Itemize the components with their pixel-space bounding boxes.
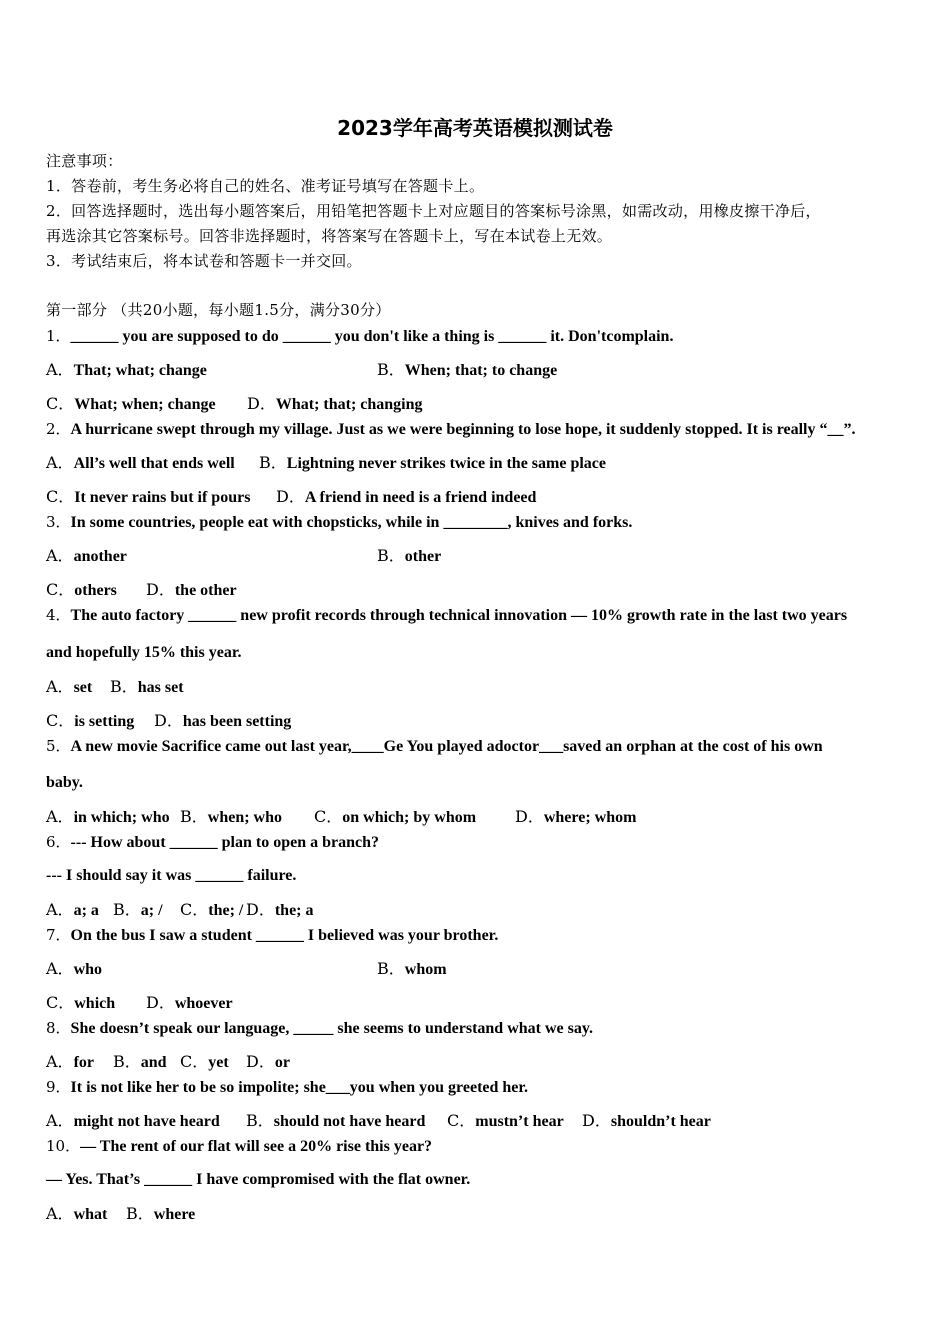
option-text: might not have heard bbox=[73, 1113, 220, 1130]
option-text: what bbox=[73, 1206, 108, 1223]
option-text: When; that; to change bbox=[404, 362, 558, 379]
option-text: should not have heard bbox=[273, 1113, 426, 1130]
option-text: A friend in need is a friend indeed bbox=[304, 489, 537, 506]
question-number: 1． bbox=[46, 327, 71, 345]
option-letter: A． bbox=[46, 360, 74, 379]
question-text: ______ you are supposed to do ______ you don't like a thing is ______ it. Don'tcomplain. bbox=[70, 328, 674, 345]
option-c[interactable] bbox=[46, 580, 117, 601]
notice-item: 3．考试结束后，将本试卷和答题卡一并交回。 bbox=[46, 252, 362, 270]
option-text: where; whom bbox=[543, 809, 637, 826]
option-b[interactable] bbox=[180, 807, 282, 828]
option-text: yet bbox=[208, 1054, 229, 1071]
option-text: for bbox=[73, 1054, 94, 1071]
question-text: A hurricane swept through my village. Just as we were beginning to lose hope, it suddenly stopped. It is really “__”. bbox=[70, 421, 856, 438]
question-8 bbox=[46, 1018, 593, 1039]
option-b[interactable] bbox=[110, 677, 184, 698]
option-text: the; / bbox=[208, 902, 244, 919]
option-d[interactable] bbox=[515, 807, 636, 828]
option-letter: A． bbox=[46, 1111, 74, 1130]
option-letter: A． bbox=[46, 1052, 74, 1071]
option-text: others bbox=[74, 582, 117, 599]
option-letter: C． bbox=[46, 580, 75, 599]
question-text-continued: baby. bbox=[46, 774, 83, 791]
option-letter: B． bbox=[377, 360, 405, 379]
option-letter: B． bbox=[246, 1111, 274, 1130]
question-number: 4． bbox=[46, 606, 71, 624]
option-d[interactable] bbox=[146, 993, 233, 1014]
question-1 bbox=[46, 326, 673, 347]
option-c[interactable] bbox=[46, 487, 250, 508]
option-text: It never rains but if pours bbox=[74, 489, 251, 506]
option-letter: C． bbox=[447, 1111, 476, 1130]
option-a[interactable] bbox=[46, 360, 207, 381]
option-letter: D． bbox=[515, 807, 544, 826]
option-a[interactable] bbox=[46, 807, 170, 828]
option-d[interactable] bbox=[146, 580, 237, 601]
option-text: whom bbox=[404, 961, 447, 978]
option-letter: D． bbox=[146, 993, 175, 1012]
question-2 bbox=[46, 419, 856, 440]
option-d[interactable] bbox=[582, 1111, 711, 1132]
option-a[interactable] bbox=[46, 900, 99, 921]
option-d[interactable] bbox=[247, 394, 423, 415]
option-text: and bbox=[140, 1054, 167, 1071]
option-letter: A． bbox=[46, 1204, 74, 1223]
option-letter: D． bbox=[247, 394, 276, 413]
option-letter: B． bbox=[180, 807, 208, 826]
question-text-continued: and hopefully 15% this year. bbox=[46, 644, 242, 661]
question-number: 6． bbox=[46, 833, 71, 851]
question-9 bbox=[46, 1077, 528, 1098]
option-letter: C． bbox=[46, 487, 75, 506]
option-text: another bbox=[73, 548, 127, 565]
option-a[interactable] bbox=[46, 1111, 220, 1132]
question-text: --- How about ______ plan to open a branch? bbox=[70, 834, 380, 851]
option-letter: D． bbox=[146, 580, 175, 599]
option-letter: A． bbox=[46, 959, 74, 978]
option-text: is setting bbox=[74, 713, 135, 730]
option-d[interactable] bbox=[246, 900, 314, 921]
option-c[interactable] bbox=[46, 993, 115, 1014]
question-text: She doesn’t speak our language, _____ she seems to understand what we say. bbox=[70, 1020, 593, 1037]
option-c[interactable] bbox=[46, 711, 134, 732]
notice-item: 1．答卷前，考生务必将自己的姓名、准考证号填写在答题卡上。 bbox=[46, 177, 485, 195]
question-text: — The rent of our flat will see a 20% rise this year? bbox=[80, 1138, 433, 1155]
option-letter: C． bbox=[46, 394, 75, 413]
option-letter: B． bbox=[377, 959, 405, 978]
option-text: Lightning never strikes twice in the same place bbox=[286, 455, 606, 472]
option-b[interactable] bbox=[377, 360, 557, 381]
page-title: 2023学年高考英语模拟测试卷 bbox=[337, 116, 613, 140]
option-text: shouldn’t hear bbox=[610, 1113, 711, 1130]
option-text: other bbox=[404, 548, 442, 565]
option-letter: B． bbox=[113, 1052, 141, 1071]
option-b[interactable] bbox=[113, 900, 163, 921]
option-letter: D． bbox=[276, 487, 305, 506]
option-b[interactable] bbox=[377, 546, 441, 567]
option-letter: C． bbox=[46, 993, 75, 1012]
option-letter: B． bbox=[377, 546, 405, 565]
option-b[interactable] bbox=[377, 959, 447, 980]
option-a[interactable] bbox=[46, 1204, 107, 1225]
option-letter: A． bbox=[46, 900, 74, 919]
question-number: 7． bbox=[46, 926, 71, 944]
question-3 bbox=[46, 512, 632, 533]
notice-item: 2．回答选择题时，选出每小题答案后，用铅笔把答题卡上对应题目的答案标号涂黑，如需改动，用橡皮擦干净后， bbox=[46, 202, 821, 220]
option-text: mustn’t hear bbox=[475, 1113, 564, 1130]
question-number: 2． bbox=[46, 420, 71, 438]
option-text: has set bbox=[137, 679, 184, 696]
option-text: when; who bbox=[207, 809, 282, 826]
option-letter: C． bbox=[180, 1052, 209, 1071]
option-text: a; a bbox=[73, 902, 99, 919]
option-d[interactable] bbox=[276, 487, 536, 508]
option-letter: D． bbox=[246, 900, 275, 919]
option-text: What; when; change bbox=[74, 396, 216, 413]
option-text: What; that; changing bbox=[275, 396, 423, 413]
option-a[interactable] bbox=[46, 453, 235, 474]
question-text: On the bus I saw a student ______ I believed was your brother. bbox=[70, 927, 499, 944]
notice-item: 再选涂其它答案标号。回答非选择题时，将答案写在答题卡上，写在本试卷上无效。 bbox=[46, 227, 613, 245]
question-text: A new movie Sacrifice came out last year,____Ge You played adoctor___saved an orphan at the cost of his own bbox=[70, 738, 823, 755]
option-letter: D． bbox=[246, 1052, 275, 1071]
option-text: All’s well that ends well bbox=[73, 455, 235, 472]
notice-heading: 注意事项： bbox=[46, 152, 123, 170]
option-letter: A． bbox=[46, 677, 74, 696]
option-b[interactable] bbox=[126, 1204, 195, 1225]
option-text: has been setting bbox=[182, 713, 292, 730]
option-c[interactable] bbox=[314, 807, 476, 828]
option-a[interactable] bbox=[46, 546, 127, 567]
option-text: set bbox=[73, 679, 93, 696]
option-letter: D． bbox=[582, 1111, 611, 1130]
option-letter: A． bbox=[46, 453, 74, 472]
question-number: 8． bbox=[46, 1019, 71, 1037]
question-text-continued: --- I should say it was ______ failure. bbox=[46, 867, 297, 884]
option-text: on which; by whom bbox=[342, 809, 477, 826]
question-7 bbox=[46, 925, 498, 946]
option-text: whoever bbox=[174, 995, 233, 1012]
section-heading: 第一部分 （共20小题，每小题1.5分，满分30分） bbox=[46, 301, 391, 319]
option-letter: B． bbox=[110, 677, 138, 696]
option-c[interactable] bbox=[180, 1052, 229, 1073]
option-a[interactable] bbox=[46, 677, 92, 698]
option-b[interactable] bbox=[246, 1111, 425, 1132]
question-text: In some countries, people eat with chopsticks, while in ________, knives and forks. bbox=[70, 514, 633, 531]
option-text: That; what; change bbox=[73, 362, 207, 379]
question-10 bbox=[46, 1136, 432, 1157]
option-letter: B． bbox=[126, 1204, 154, 1223]
option-text: who bbox=[73, 961, 103, 978]
question-6 bbox=[46, 832, 379, 853]
option-letter: A． bbox=[46, 546, 74, 565]
option-text: where bbox=[153, 1206, 196, 1223]
option-c[interactable] bbox=[180, 900, 243, 921]
question-text: It is not like her to be so impolite; she___you when you greeted her. bbox=[70, 1079, 529, 1096]
option-c[interactable] bbox=[46, 394, 216, 415]
option-text: the; a bbox=[274, 902, 314, 919]
option-d[interactable] bbox=[154, 711, 291, 732]
option-letter: D． bbox=[154, 711, 183, 730]
option-c[interactable] bbox=[447, 1111, 564, 1132]
option-letter: C． bbox=[46, 711, 75, 730]
option-b[interactable] bbox=[259, 453, 606, 474]
question-text-continued: — Yes. That’s ______ I have compromised with the flat owner. bbox=[46, 1171, 471, 1188]
option-letter: A． bbox=[46, 807, 74, 826]
option-text: which bbox=[74, 995, 116, 1012]
option-text: or bbox=[274, 1054, 290, 1071]
question-number: 3． bbox=[46, 513, 71, 531]
question-4 bbox=[46, 605, 847, 626]
option-text: a; / bbox=[140, 902, 163, 919]
option-a[interactable] bbox=[46, 1052, 94, 1073]
question-number: 10． bbox=[46, 1137, 81, 1155]
question-number: 9． bbox=[46, 1078, 71, 1096]
question-5 bbox=[46, 736, 823, 757]
question-number: 5． bbox=[46, 737, 71, 755]
option-text: in which; who bbox=[73, 809, 170, 826]
option-b[interactable] bbox=[113, 1052, 167, 1073]
option-a[interactable] bbox=[46, 959, 102, 980]
option-letter: C． bbox=[180, 900, 209, 919]
option-d[interactable] bbox=[246, 1052, 290, 1073]
option-text: the other bbox=[174, 582, 237, 599]
option-letter: C． bbox=[314, 807, 343, 826]
option-letter: B． bbox=[113, 900, 141, 919]
question-text: The auto factory ______ new profit records through technical innovation — 10% growth rate in the last two years bbox=[70, 607, 848, 624]
option-letter: B． bbox=[259, 453, 287, 472]
